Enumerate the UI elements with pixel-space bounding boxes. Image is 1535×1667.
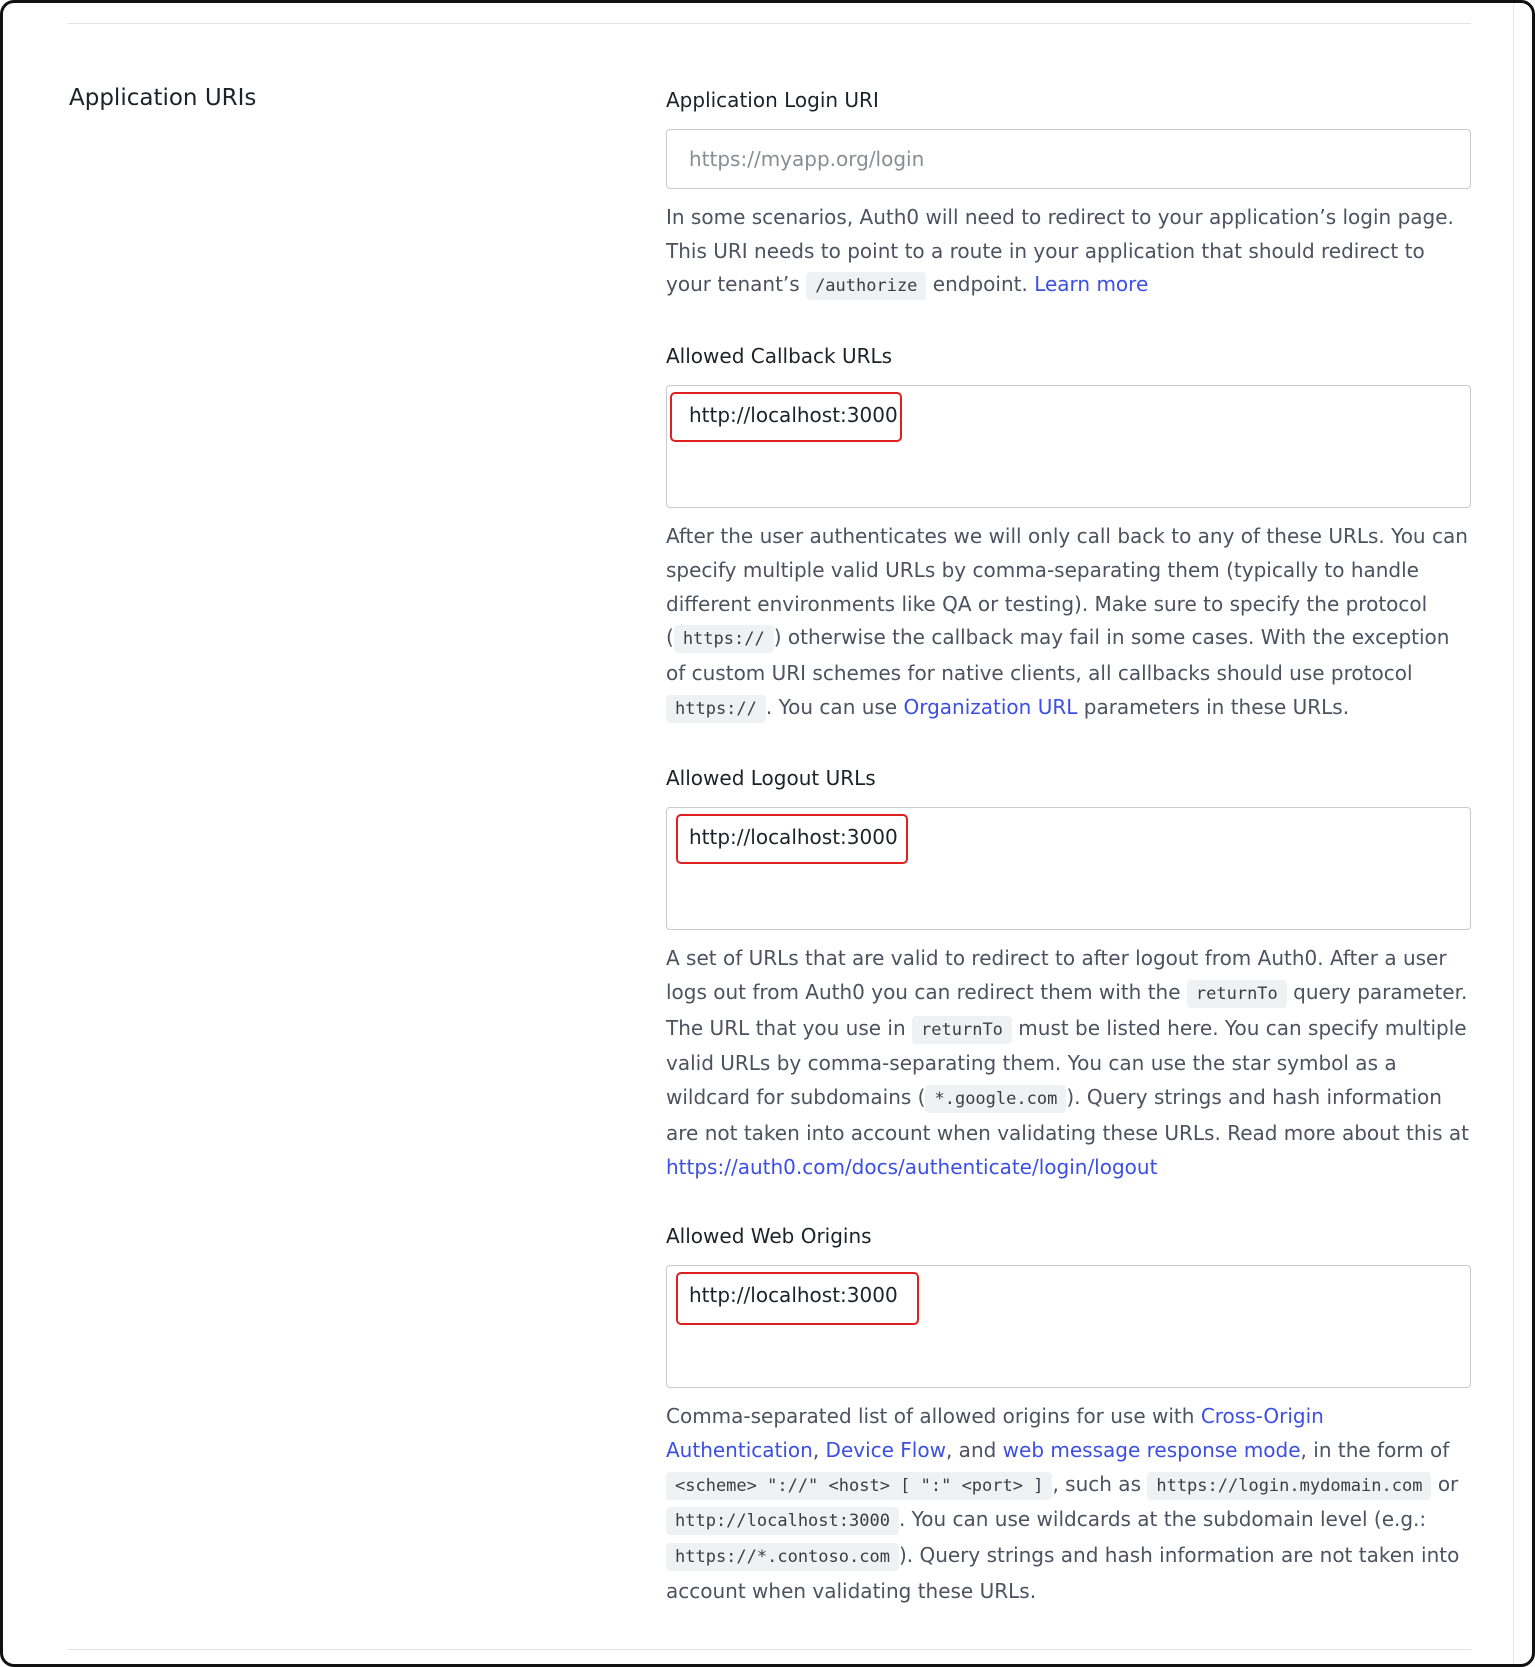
form-column bbox=[666, 83, 1471, 1608]
web-origins-value: http://localhost:3000 bbox=[689, 1283, 898, 1308]
callback-urls-help bbox=[666, 520, 1471, 726]
callback-urls-value: http://localhost:3000 bbox=[689, 403, 898, 428]
annotation-highlight bbox=[670, 392, 902, 442]
device-flow-link[interactable]: Device Flow bbox=[825, 1437, 946, 1462]
help-text: must be listed here. You can specify multiple valid URLs by comma-separating them. You can use the star symbol as a wildcard for subdomains ( bbox=[666, 1015, 1467, 1110]
annotation-highlight bbox=[676, 814, 908, 864]
logout-docs-link[interactable]: https://auth0.com/docs/authenticate/login/logout bbox=[666, 1154, 1158, 1179]
code-snippet: https://*.contoso.com bbox=[666, 1543, 899, 1571]
login-uri-input[interactable] bbox=[666, 129, 1471, 189]
bottom-divider bbox=[67, 1649, 1471, 1650]
help-text: query parameter. The URL that you use in bbox=[666, 980, 1468, 1040]
top-divider bbox=[67, 23, 1471, 24]
login-uri-help bbox=[666, 201, 1471, 304]
help-text: or bbox=[1437, 1471, 1459, 1496]
logout-urls-help bbox=[666, 942, 1471, 1184]
cross-origin-auth-link[interactable]: Cross-Origin Authentication bbox=[666, 1404, 1324, 1462]
learn-more-link[interactable]: Learn more bbox=[1034, 272, 1149, 297]
web-message-mode-link[interactable]: web message response mode bbox=[1002, 1437, 1301, 1462]
help-text: A set of URLs that are valid to redirect to after logout from Auth0. After a user logs out from Auth0 you can redirect them with the bbox=[666, 946, 1447, 1005]
callback-urls-group bbox=[666, 339, 1471, 726]
section-title: Application URIs bbox=[69, 85, 257, 111]
code-snippet: returnTo bbox=[1187, 980, 1287, 1008]
help-text: , bbox=[812, 1437, 820, 1462]
code-snippet: http://localhost:3000 bbox=[666, 1507, 899, 1535]
web-origins-label: Allowed Web Origins bbox=[666, 1224, 872, 1249]
help-text: endpoint. bbox=[932, 272, 1028, 297]
code-snippet: https:// bbox=[674, 625, 774, 653]
help-text: . You can use bbox=[765, 694, 898, 719]
callback-urls-label: Allowed Callback URLs bbox=[666, 344, 893, 369]
web-origins-textarea[interactable] bbox=[666, 1265, 1471, 1388]
right-edge-line bbox=[1513, 3, 1514, 1664]
help-text: ) otherwise the callback may fail in some cases. With the exception of custom URI schemes for native clients, all callbacks should use protocol bbox=[666, 625, 1450, 685]
code-snippet: /authorize bbox=[806, 272, 926, 300]
help-text: In some scenarios, Auth0 will need to redirect to your application’s login page. This URI needs to point to a route in your application that should redirect to your tenant’s bbox=[666, 205, 1454, 297]
code-snippet: https://login.mydomain.com bbox=[1147, 1472, 1431, 1500]
code-snippet: returnTo bbox=[912, 1016, 1012, 1044]
login-uri-label: Application Login URI bbox=[666, 88, 879, 112]
login-uri-group bbox=[666, 83, 1471, 304]
help-text: ). Query strings and hash information are not taken into account when validating these URLs. Read more about this at bbox=[666, 1085, 1469, 1145]
callback-urls-textarea[interactable] bbox=[666, 385, 1471, 508]
organization-url-link[interactable]: Organization URL bbox=[903, 694, 1078, 719]
help-text: parameters in these URLs. bbox=[1083, 694, 1350, 719]
help-text: , in the form of bbox=[1300, 1437, 1450, 1462]
help-text: , and bbox=[945, 1437, 997, 1462]
logout-urls-textarea[interactable] bbox=[666, 807, 1471, 930]
web-origins-help bbox=[666, 1400, 1471, 1608]
code-snippet: *.google.com bbox=[925, 1085, 1066, 1113]
help-text: ). Query strings and hash information are not taken into account when validating these URLs. bbox=[666, 1543, 1460, 1603]
help-text: After the user authenticates we will only call back to any of these URLs. You can specify multiple valid URLs by comma-separating them (typically to handle different environments like QA or testing). Make sure to specify the protocol ( bbox=[666, 524, 1468, 650]
help-text: Comma-separated list of allowed origins for use with bbox=[666, 1404, 1195, 1429]
logout-urls-value: http://localhost:3000 bbox=[689, 825, 898, 850]
logout-urls-group bbox=[666, 761, 1471, 1184]
help-text: . You can use wildcards at the subdomain level (e.g.: bbox=[898, 1507, 1427, 1532]
help-text: , such as bbox=[1052, 1471, 1141, 1496]
code-snippet: https:// bbox=[666, 695, 766, 723]
logout-urls-label: Allowed Logout URLs bbox=[666, 766, 876, 791]
web-origins-group bbox=[666, 1219, 1471, 1608]
code-snippet: <scheme> "://" <host> [ ":" <port> ] bbox=[666, 1472, 1052, 1500]
annotation-highlight bbox=[676, 1272, 919, 1325]
